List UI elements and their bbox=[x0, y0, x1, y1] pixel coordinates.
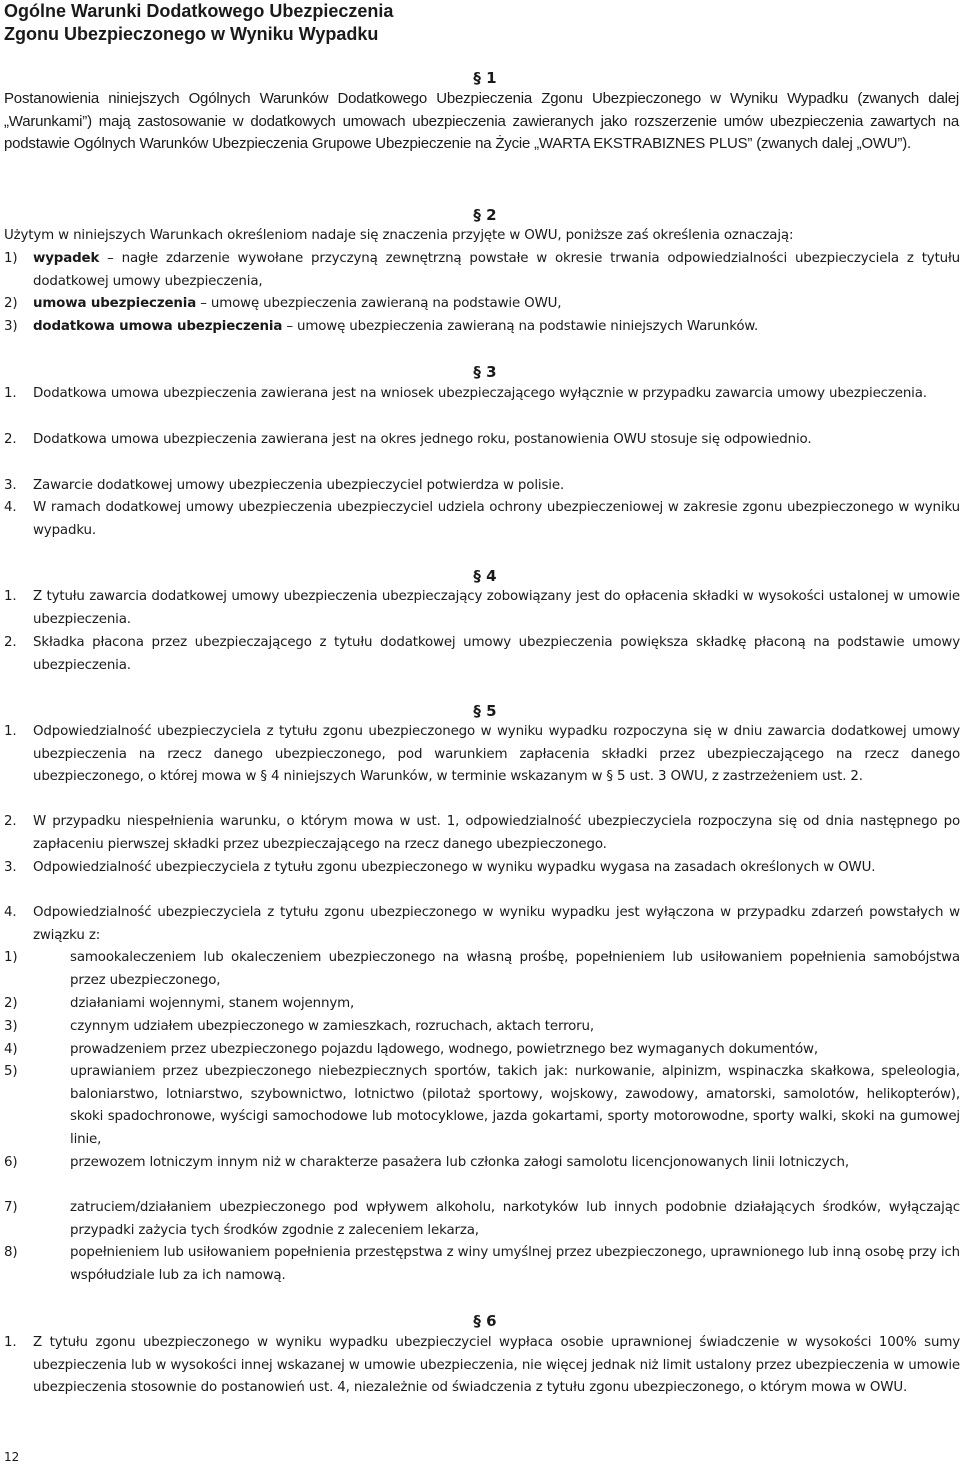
exclusion-text: zatruciem/działaniem ubezpieczonego pod wpływem alkoholu, narkotyków lub innych podobnie działających środków, wyłączając przypadki zażycia tych środków zgodnie z zaleceniem lekarza, bbox=[70, 1200, 960, 1238]
section-5-item-4 bbox=[4, 902, 960, 947]
item-text: W przypadku niespełnienia warunku, o którym mowa w ust. 1, odpowiedzialność ubezpieczyciela rozpoczyna się od dnia następnego po zapłaceniu pierwszej składki przez ubezpieczającego na rzecz danego ubezpieczonego. bbox=[33, 814, 960, 852]
item-number: 1. bbox=[4, 724, 17, 739]
exclusion-7 bbox=[4, 1197, 960, 1242]
page-number: 12 bbox=[4, 1450, 20, 1464]
item-number: 2. bbox=[4, 635, 17, 650]
exclusion-text: przewozem lotniczym innym niż w charakterze pasażera lub członka załogi samolotu licencjonowanych linii lotniczych, bbox=[70, 1155, 849, 1170]
exclusion-number: 6) bbox=[4, 1155, 18, 1170]
section-1-text: Postanowienia niniejszych Ogólnych Warunków Dodatkowego Ubezpieczenia Zgonu Ubezpieczonego w Wyniku Wypadku (zwanych dalej „Warunkami”) mają zastosowanie w dodatkowych umowach ubezpieczenia zawieranych jako rozszerzenie umów ubezpieczenia zawartych na podstawie Ogólnych Warunków Ubezpieczenia Grupowe Ubezpieczenie na Życie „WARTA EKSTRABIZNES PLUS” (zwanych dalej „OWU”). bbox=[4, 90, 959, 153]
section-5-item-2 bbox=[4, 811, 960, 856]
exclusion-number: 1) bbox=[4, 950, 18, 965]
definition-3 bbox=[4, 316, 960, 339]
exclusion-text: działaniami wojennymi, stanem wojennym, bbox=[70, 996, 355, 1011]
item-number: 4. bbox=[4, 500, 17, 515]
item-text: Dodatkowa umowa ubezpieczenia zawierana jest na wniosek ubezpieczającego wyłącznie w przypadku zawarcia umowy ubezpieczenia. bbox=[33, 386, 927, 401]
section-6-item-1 bbox=[4, 1332, 960, 1400]
section-5-heading: § 5 bbox=[473, 702, 497, 720]
definition-number: 2) bbox=[4, 296, 18, 311]
section-6-heading: § 6 bbox=[473, 1312, 497, 1330]
item-text: Dodatkowa umowa ubezpieczenia zawierana jest na okres jednego roku, postanowienia OWU stosuje się odpowiednio. bbox=[33, 432, 812, 447]
item-number: 1. bbox=[4, 1335, 17, 1350]
section-2-heading: § 2 bbox=[473, 206, 497, 224]
definition-term: dodatkowa umowa ubezpieczenia bbox=[33, 319, 283, 334]
item-number: 3. bbox=[4, 478, 17, 493]
definition-1 bbox=[4, 248, 960, 293]
section-3-item-2 bbox=[4, 429, 960, 452]
item-text: Odpowiedzialność ubezpieczyciela z tytułu zgonu ubezpieczonego w wyniku wypadku wygasa na zasadach określonych w OWU. bbox=[33, 860, 876, 875]
item-text: Odpowiedzialność ubezpieczyciela z tytułu zgonu ubezpieczonego w wyniku wypadku rozpoczyna się w dniu zawarcia dodatkowej umowy ubezpieczenia na rzecz danego ubezpieczonego, pod warunkiem zapłacenia składki przez ubezpieczającego na rzecz danego ubezpieczonego, o której mowa w § 4 niniejszych Warunków, w terminie wskazanym w § 5 ust. 3 OWU, z zastrzeżeniem ust. 2. bbox=[33, 724, 960, 785]
item-number: 2. bbox=[4, 814, 17, 829]
item-number: 2. bbox=[4, 432, 17, 447]
section-2-intro: Użytym w niniejszych Warunkach określeniom nadaje się znaczenia przyjęte w OWU, poniższe zaś określenia oznaczają: bbox=[4, 228, 794, 243]
section-3-heading: § 3 bbox=[473, 363, 497, 381]
definition-2 bbox=[4, 293, 960, 316]
exclusion-number: 2) bbox=[4, 996, 18, 1011]
section-3-item-4 bbox=[4, 497, 960, 542]
title-line-2: Zgonu Ubezpieczonego w Wyniku Wypadku bbox=[4, 24, 379, 44]
section-4-heading: § 4 bbox=[473, 567, 497, 585]
item-text: Zawarcie dodatkowej umowy ubezpieczenia ubezpieczyciel potwierdza w polisie. bbox=[33, 478, 565, 493]
exclusion-6 bbox=[4, 1152, 960, 1175]
definition-term: wypadek bbox=[33, 251, 100, 266]
item-text: Z tytułu zgonu ubezpieczonego w wyniku wypadku ubezpieczyciel wypłaca osobie uprawnionej świadczenie w wysokości 100% sumy ubezpieczenia lub w wysokości innej wskazanej w umowie ubezpieczenia, nie więcej jednak niż limit ustalony przez ubezpieczenia w umowie ubezpieczenia stosownie do postanowień ust. 4, niezależnie od świadczenia z tytułu zgonu ubezpieczonego, o którym mowa w OWU. bbox=[33, 1335, 960, 1396]
exclusion-text: czynnym udziałem ubezpieczonego w zamieszkach, rozruchach, aktach terroru, bbox=[70, 1019, 594, 1034]
item-text: Z tytułu zawarcia dodatkowej umowy ubezpieczenia ubezpieczający zobowiązany jest do opłacenia składki w wysokości ustalonej w umowie ubezpieczenia. bbox=[33, 589, 960, 627]
exclusion-number: 3) bbox=[4, 1019, 18, 1034]
item-number: 3. bbox=[4, 860, 17, 875]
title-line-1: Ogólne Warunki Dodatkowego Ubezpieczenia bbox=[4, 1, 394, 21]
definition-number: 3) bbox=[4, 319, 18, 334]
exclusion-8 bbox=[4, 1242, 960, 1287]
exclusion-number: 7) bbox=[4, 1200, 18, 1215]
exclusion-text: samookaleczeniem lub okaleczeniem ubezpieczonego na własną prośbę, popełnieniem lub usiłowaniem popełnienia samobójstwa przez ubezpieczonego, bbox=[70, 950, 960, 988]
section-3-item-3 bbox=[4, 475, 960, 498]
definition-text: – umowę ubezpieczenia zawieraną na podstawie niniejszych Warunków. bbox=[282, 319, 759, 334]
section-5-item-1 bbox=[4, 721, 960, 789]
exclusion-text: uprawianiem przez ubezpieczonego niebezpiecznych sportów, takich jak: nurkowanie, alpinizm, wspinaczka skałkowa, speleologia, baloniarstwo, lotniarstwo, szybownictwo, lotnictwo (pilotaż sportowy, wojskowy, zawodowy, amatorski, samolotów, helikopterów), skoki spadochronowe, wyścigi samochodowe lub motocyklowe, jazda gokartami, sporty motorowodne, sporty walki, skoki na gumowej linie, bbox=[70, 1064, 960, 1147]
exclusion-text: prowadzeniem przez ubezpieczonego pojazdu lądowego, wodnego, powietrznego bez wymaganych dokumentów, bbox=[70, 1042, 818, 1057]
definition-text: – umowę ubezpieczenia zawieraną na podstawie OWU, bbox=[196, 296, 562, 311]
item-number: 4. bbox=[4, 905, 17, 920]
exclusion-3 bbox=[4, 1016, 960, 1039]
item-number: 1. bbox=[4, 386, 17, 401]
exclusion-2 bbox=[4, 993, 960, 1016]
item-text: Składka płacona przez ubezpieczającego z tytułu dodatkowej umowy ubezpieczenia powiększa składkę płaconą na podstawie umowy ubezpieczenia. bbox=[33, 635, 960, 673]
item-text: W ramach dodatkowej umowy ubezpieczenia ubezpieczyciel udziela ochrony ubezpieczeniowej w zakresie zgonu ubezpieczonego w wyniku wypadku. bbox=[33, 500, 960, 538]
section-4-item-1 bbox=[4, 586, 960, 631]
section-4-item-2 bbox=[4, 632, 960, 677]
section-5-item-3 bbox=[4, 857, 960, 880]
exclusion-5 bbox=[4, 1061, 960, 1151]
item-number: 1. bbox=[4, 589, 17, 604]
document-title bbox=[4, 0, 704, 46]
exclusion-number: 5) bbox=[4, 1064, 18, 1079]
item-text: Odpowiedzialność ubezpieczyciela z tytułu zgonu ubezpieczonego w wyniku wypadku jest wyłączona w przypadku zdarzeń powstałych w związku z: bbox=[33, 905, 960, 943]
definition-text: – nagłe zdarzenie wywołane przyczyną zewnętrzną powstałe w okresie trwania odpowiedzialności ubezpieczyciela z tytułu dodatkowej umowy ubezpieczenia, bbox=[33, 251, 960, 289]
exclusion-number: 4) bbox=[4, 1042, 18, 1057]
section-1-heading: § 1 bbox=[473, 69, 497, 87]
exclusion-text: popełnieniem lub usiłowaniem popełnienia przestępstwa z winy umyślnej przez ubezpieczonego, uprawnionego lub inną osobę przy ich współudziale lub za ich namową. bbox=[70, 1245, 960, 1283]
exclusion-1 bbox=[4, 947, 960, 992]
definition-term: umowa ubezpieczenia bbox=[33, 296, 197, 311]
section-3-item-1 bbox=[4, 383, 960, 406]
exclusion-4 bbox=[4, 1039, 960, 1062]
exclusion-number: 8) bbox=[4, 1245, 18, 1260]
definition-number: 1) bbox=[4, 251, 18, 266]
